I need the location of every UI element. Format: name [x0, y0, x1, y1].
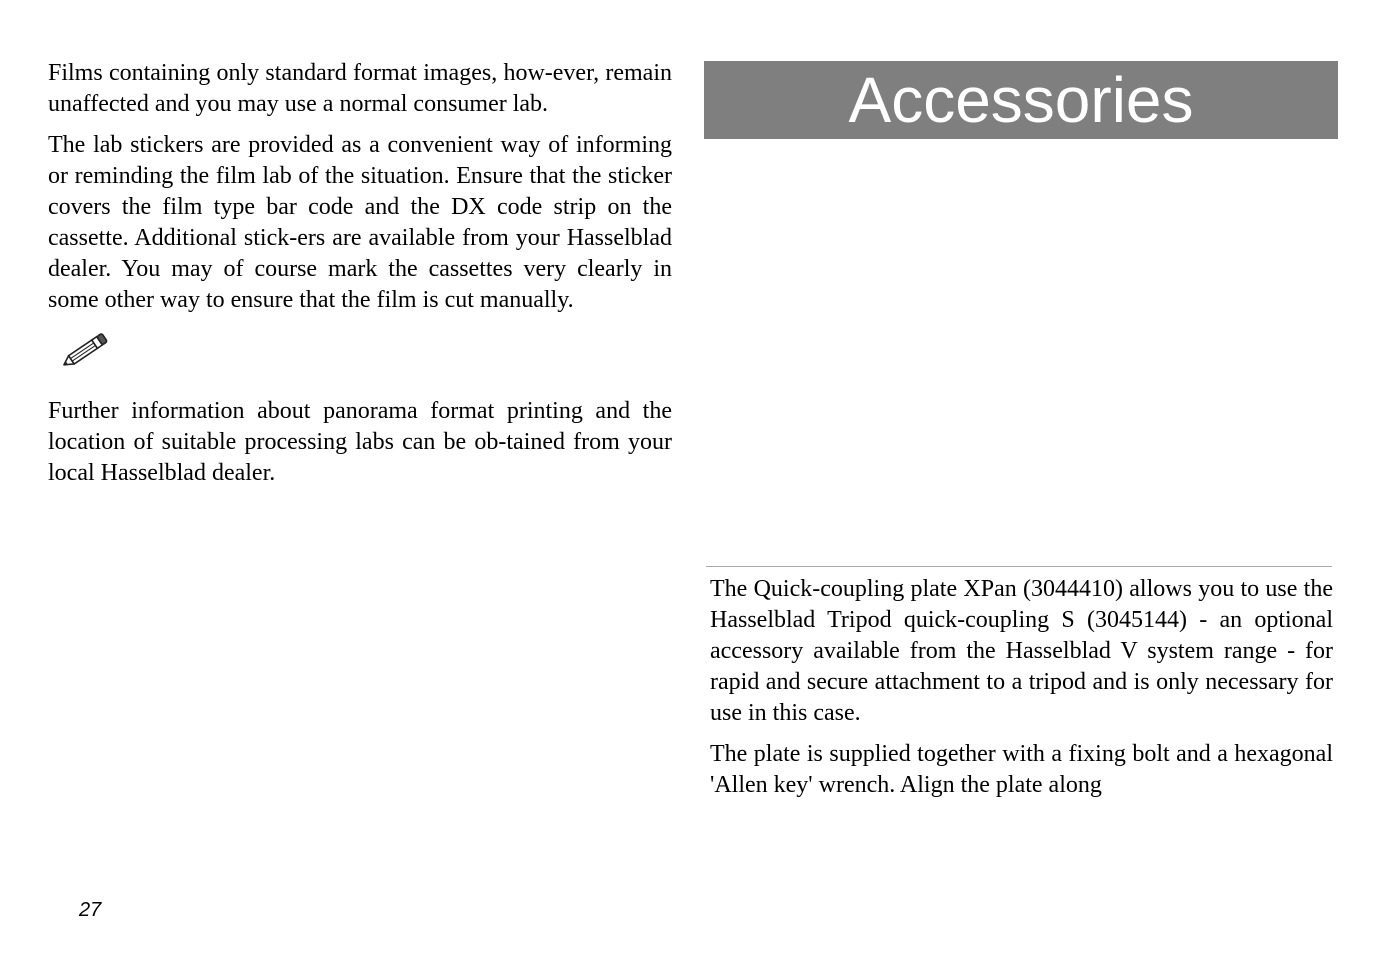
section-title: Accessories	[848, 64, 1194, 136]
paragraph-lab-stickers: The lab stickers are provided as a convenient way of informing or reminding the film lab of the situation. Ensure that the sticker covers the film type bar code and the DX code strip on the cassette. Additional stick-ers are available from your Hasselblad dealer. You may of course mark the cassettes very clearly in some other way to ensure that the film is cut manually.	[48, 132, 672, 313]
pencil-icon	[54, 330, 112, 374]
page-number: 27	[79, 899, 102, 921]
paragraph-further-information: Further information about panorama format printing and the location of suitable processing labs can be ob-tained from your local Hasselblad dealer.	[48, 398, 672, 486]
paragraph-standard-format: Films containing only standard format images, how-ever, remain unaffected and you may use a normal consumer lab.	[48, 60, 672, 117]
section-header	[704, 61, 1338, 139]
divider-line	[706, 566, 1332, 567]
paragraph-plate-supplied: The plate is supplied together with a fixing bolt and a hexagonal 'Allen key' wrench. Align the plate along	[710, 741, 1333, 798]
right-column	[710, 574, 1333, 811]
left-column	[48, 58, 672, 499]
paragraph-quick-coupling: The Quick-coupling plate XPan (3044410) allows you to use the Hasselblad Tripod quick-coupling S (3045144) - an optional accessory available from the Hasselblad V system range - for rapid and secure attachment to a tripod and is only necessary for use in this case.	[710, 576, 1333, 726]
